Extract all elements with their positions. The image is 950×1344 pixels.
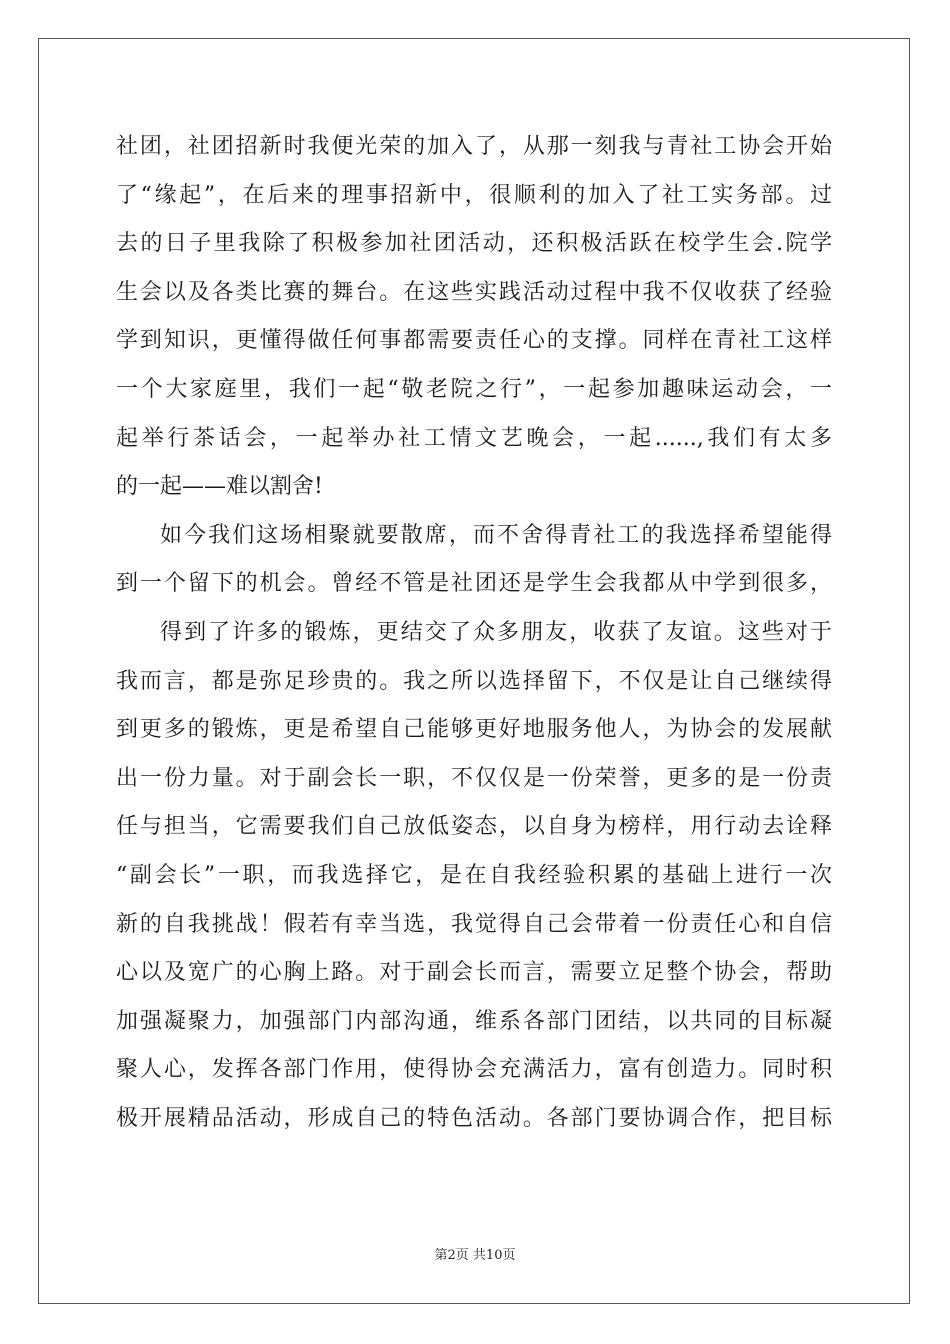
document-body	[116, 123, 832, 1143]
text-line: 如今我们这场相聚就要散席，而不舍得青社工的我选择希望能得	[160, 522, 832, 548]
page-footer: 第2页 共10页	[434, 1248, 516, 1263]
text-line: 去的日子里我除了积极参加社团活动，还积极活跃在校学生会.院学	[116, 231, 832, 257]
text-line: 得到了许多的锻炼，更结交了众多朋友，收获了友谊。这些对于	[160, 619, 832, 645]
text-line: 我而言，都是弥足珍贵的。我之所以选择留下，不仅是让自己继续得	[116, 668, 832, 694]
text-line: 生会以及各类比赛的舞台。在这些实践活动过程中我不仅收获了经验	[116, 279, 832, 305]
text-line: 心以及宽广的心胸上路。对于副会长而言，需要立足整个协会，帮助	[116, 960, 832, 986]
text-line: 出一份力量。对于副会长一职，不仅仅是一份荣誉，更多的是一份责	[116, 765, 832, 791]
text-line: 了“缘起”，在后来的理事招新中，很顺利的加入了社工实务部。过	[116, 182, 832, 208]
text-line: 聚人心，发挥各部门作用，使得协会充满活力，富有创造力。同时积	[116, 1057, 832, 1083]
text-line: 到更多的锻炼，更是希望自己能够更好地服务他人，为协会的发展献	[116, 717, 832, 743]
text-line: “副会长”一职，而我选择它，是在自我经验积累的基础上进行一次	[116, 862, 832, 888]
text-line: 社团，社团招新时我便光荣的加入了，从那一刻我与青社工协会开始	[116, 134, 832, 159]
text-line: 加强凝聚力，加强部门内部沟通，维系各部门团结，以共同的目标凝	[116, 1008, 832, 1034]
text-line: 起举行茶话会，一起举办社工情文艺晚会，一起......,我们有太多	[116, 425, 832, 451]
text-line: 到一个留下的机会。曾经不管是社团还是学生会我都从中学到很多，	[116, 571, 832, 597]
text-line: 一个大家庭里，我们一起“敬老院之行”，一起参加趣味运动会，一	[116, 376, 832, 402]
text-line: 学到知识，更懂得做任何事都需要责任心的支撑。同样在青社工这样	[116, 328, 832, 354]
text-line: 极开展精品活动，形成自己的特色活动。各部门要协调合作，把目标	[116, 1105, 832, 1131]
text-line: 任与担当，它需要我们自己放低姿态，以自身为榜样，用行动去诠释	[116, 814, 832, 840]
text-line: 的一起——难以割舍!	[116, 474, 323, 500]
text-line: 新的自我挑战！假若有幸当选，我觉得自己会带着一份责任心和自信	[116, 911, 832, 937]
